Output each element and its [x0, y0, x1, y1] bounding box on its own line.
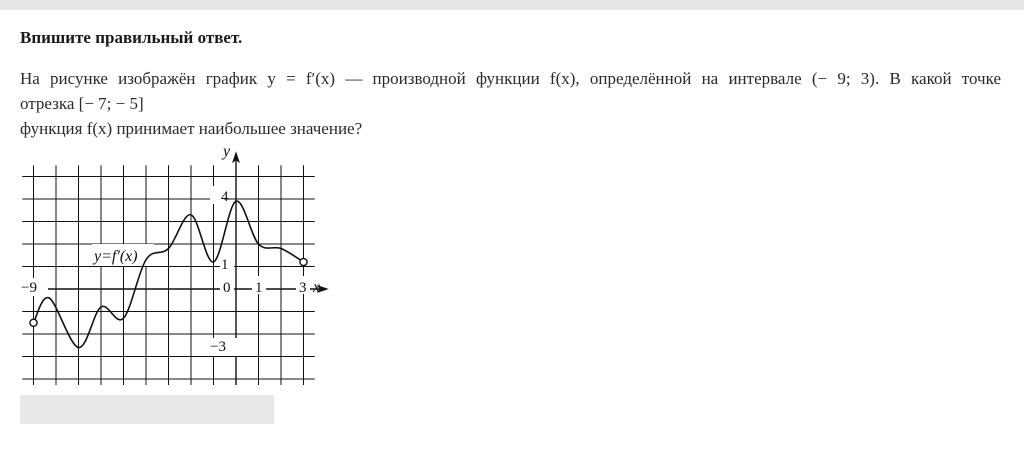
x-axis-label: x — [313, 279, 321, 296]
tick-label-y-4: 4 — [221, 189, 229, 205]
tick-label-y-minus3: −3 — [210, 339, 226, 355]
question-text — [20, 66, 1001, 141]
graph-axes — [22, 151, 329, 385]
curve-label: y=f′(x) — [94, 248, 138, 265]
answer-input[interactable] — [20, 395, 274, 424]
question-line-2: отрезка [− 7; − 5] — [20, 94, 144, 113]
top-bar — [0, 0, 1024, 10]
derivative-graph — [20, 140, 340, 385]
task-heading: Впишите правильный ответ. — [20, 28, 243, 47]
y-axis-label: y — [223, 143, 231, 160]
tick-label-x-0: 0 — [223, 280, 231, 296]
tick-label-x-minus9: −9 — [21, 280, 37, 296]
tick-label-x-1: 1 — [255, 280, 263, 296]
open-endpoint-right — [300, 258, 307, 265]
tick-label-y-1: 1 — [221, 257, 229, 273]
graph-grid — [22, 165, 315, 385]
question-line-3: функция f(x) принимает наибольшее значение? — [20, 119, 363, 138]
open-endpoint-left — [30, 319, 37, 326]
question-line-1: На рисунке изображён график y = f′(x) — производной функции f(x), определённой на интервале (− 9; 3). В какой точке — [20, 69, 1001, 88]
tick-label-x-3: 3 — [299, 280, 307, 296]
